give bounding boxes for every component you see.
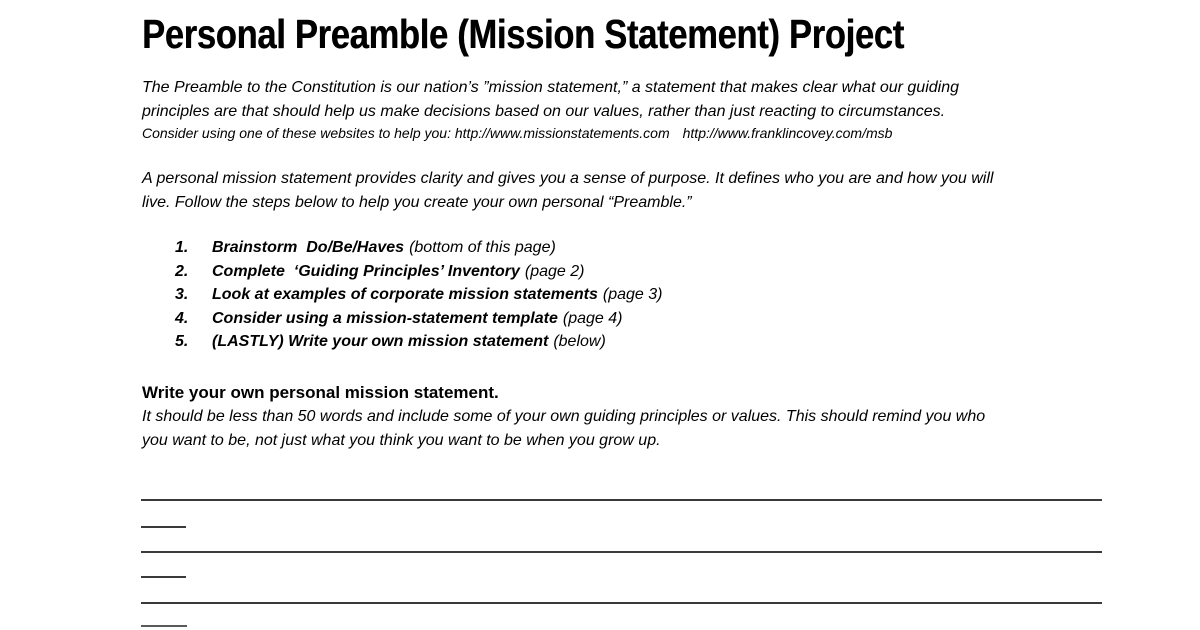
step-item-3 [142, 283, 662, 307]
write-in-line-wrap [141, 625, 187, 627]
step-title: Complete ‘Guiding Principles’ Inventory [212, 262, 520, 280]
step-item-1 [142, 236, 662, 260]
write-in-line-wrap [141, 526, 186, 528]
step-item-4 [142, 307, 662, 331]
missionstatements-url: http://www.missionstatements.com [454, 125, 670, 141]
purpose-line: A personal mission statement provides clarity and gives you a sense of purpose. It defines who you are and how you will [142, 170, 994, 187]
step-title: Consider using a mission-statement template [212, 309, 558, 327]
step-note: (page 4) [562, 309, 623, 327]
write-in-line [141, 602, 1102, 604]
step-number: 3. [175, 286, 189, 303]
write-in-line [141, 551, 1102, 553]
franklincovey-url: http://www.franklincovey.com/msb [682, 125, 893, 141]
step-note: (page 3) [602, 286, 663, 303]
step-note: (bottom of this page) [409, 239, 556, 256]
step-item-2 [142, 260, 662, 284]
write-in-line-wrap [141, 576, 186, 578]
advice-paragraph [142, 405, 985, 452]
write-in-line [141, 499, 1102, 501]
advice-line: It should be less than 50 words and include some of your own guiding principles or values. This should remind you who [142, 408, 986, 425]
step-note: (page 2) [524, 262, 585, 280]
step-number: 4. [175, 309, 189, 327]
step-item-5 [142, 330, 662, 354]
websites-hint-line [142, 124, 892, 143]
step-title: (LASTLY) Write your own mission statement [212, 333, 549, 350]
step-number: 2. [175, 262, 189, 280]
intro-line: principles are that should help us make decisions based on our values, rather than just reacting to circumstances. [142, 102, 946, 120]
intro-line: The Preamble to the Constitution is our nation’s ”mission statement,” a statement that makes clear what our guiding [142, 79, 959, 96]
intro-paragraph [142, 76, 959, 123]
step-number: 1. [175, 239, 189, 256]
websites-hint-prefix: Consider using one of these websites to help you: [142, 125, 455, 141]
purpose-paragraph [142, 167, 993, 214]
step-note: (below) [553, 333, 606, 350]
purpose-line: live. Follow the steps below to help you create your own personal “Preamble.” [142, 193, 692, 211]
steps-list [142, 236, 662, 354]
step-title: Look at examples of corporate mission statements [212, 286, 598, 303]
advice-line: you want to be, not just what you think you want to be when you grow up. [142, 431, 661, 449]
page-title: Personal Preamble (Mission Statement) Project [142, 11, 904, 57]
step-number: 5. [175, 333, 189, 350]
step-title: Brainstorm Do/Be/Haves [212, 239, 405, 256]
write-section-heading: Write your own personal mission statement. [142, 383, 499, 402]
